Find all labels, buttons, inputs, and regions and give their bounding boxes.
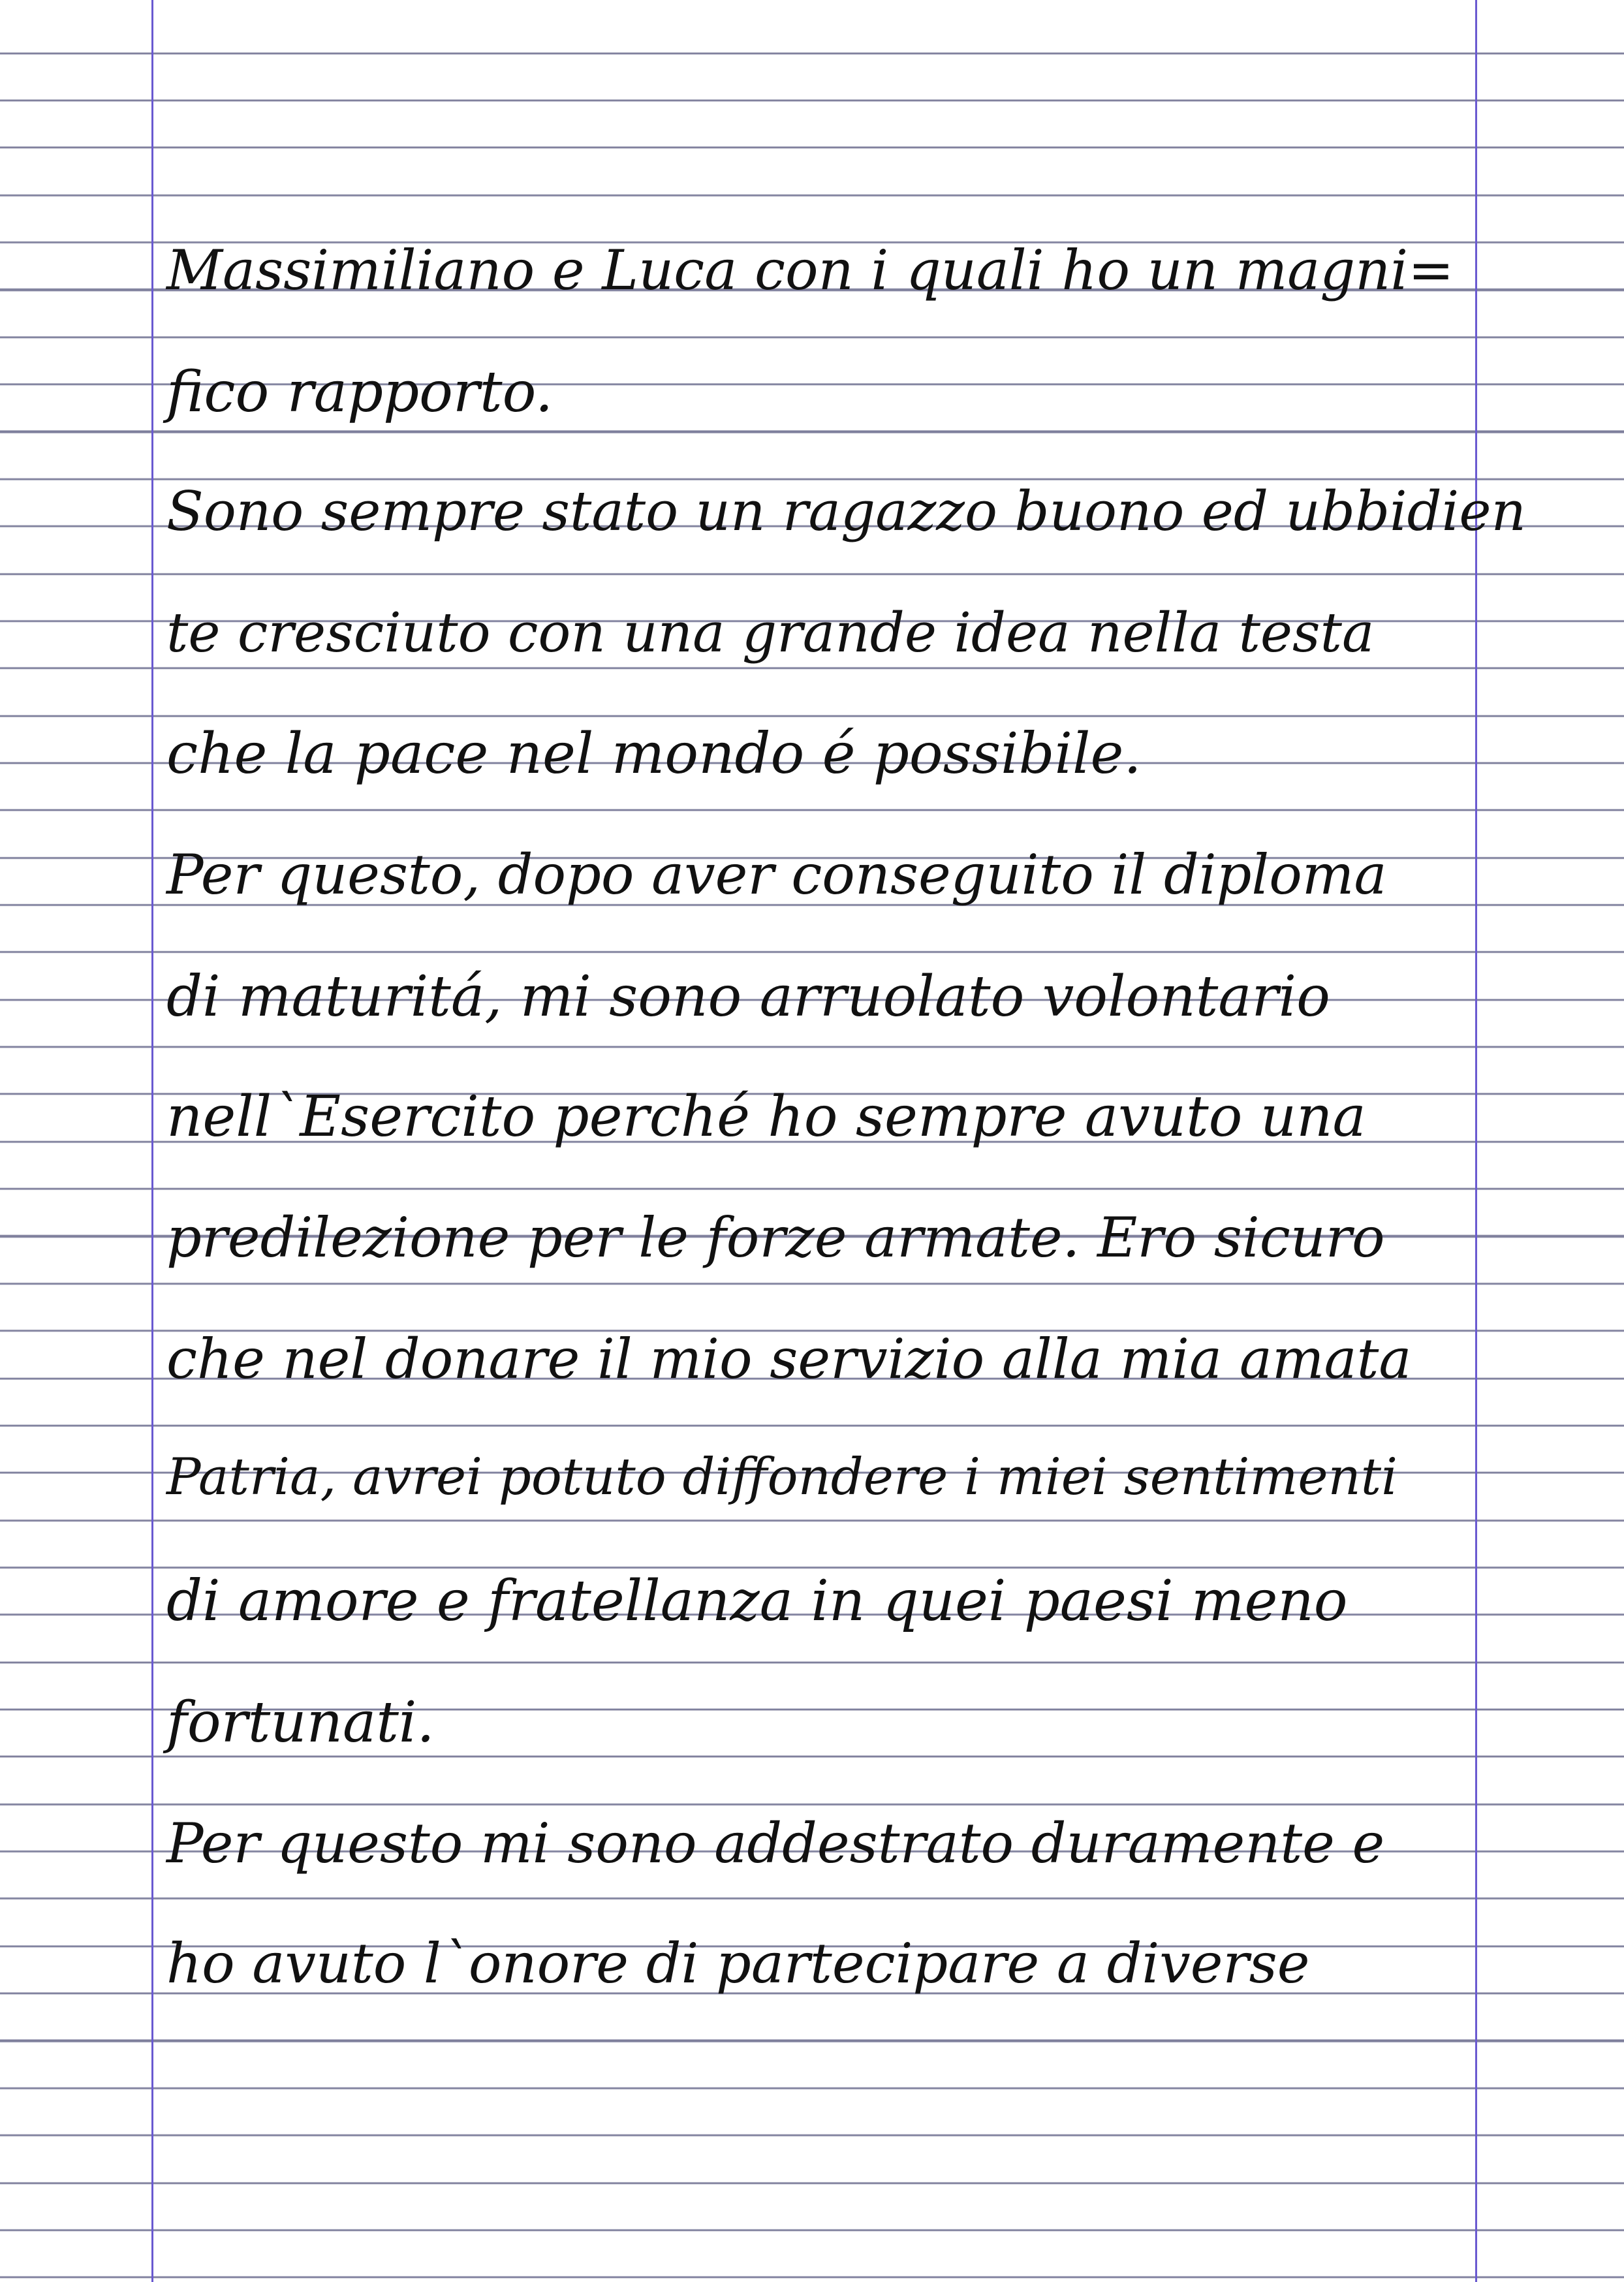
handwritten-line: fortunati.: [166, 1690, 435, 1755]
handwritten-line: nell`Esercito perché ho sempre avuto una: [166, 1084, 1366, 1149]
handwritten-line: Patria, avrei potuto diffondere i miei sentimenti: [166, 1448, 1398, 1507]
handwritten-line: fico rapporto.: [166, 360, 554, 425]
handwritten-line: Sono sempre stato un ragazzo buono ed ubbidien: [166, 480, 1526, 543]
handwritten-line: che la pace nel mondo é possibile.: [166, 721, 1142, 787]
handwritten-line: di amore e fratellanza in quei paesi meno: [166, 1569, 1348, 1634]
handwritten-line: di maturitá, mi sono arruolato volontario: [166, 964, 1330, 1029]
left-margin-line: [151, 0, 153, 2282]
right-margin-line: [1475, 0, 1477, 2282]
handwritten-line: Per questo, dopo aver conseguito il diploma: [166, 843, 1387, 907]
handwritten-line: Massimiliano e Luca con i quali ho un magni=: [166, 238, 1454, 302]
handwritten-line: Per questo mi sono addestrato duramente e: [166, 1811, 1385, 1875]
handwritten-line: che nel donare il mio servizio alla mia amata: [166, 1327, 1412, 1391]
handwritten-line: ho avuto l`onore di partecipare a diverse: [166, 1931, 1310, 1995]
handwritten-line: predilezione per le forze armate. Ero sicuro: [166, 1206, 1385, 1270]
handwritten-line: te cresciuto con una grande idea nella testa: [166, 601, 1375, 664]
